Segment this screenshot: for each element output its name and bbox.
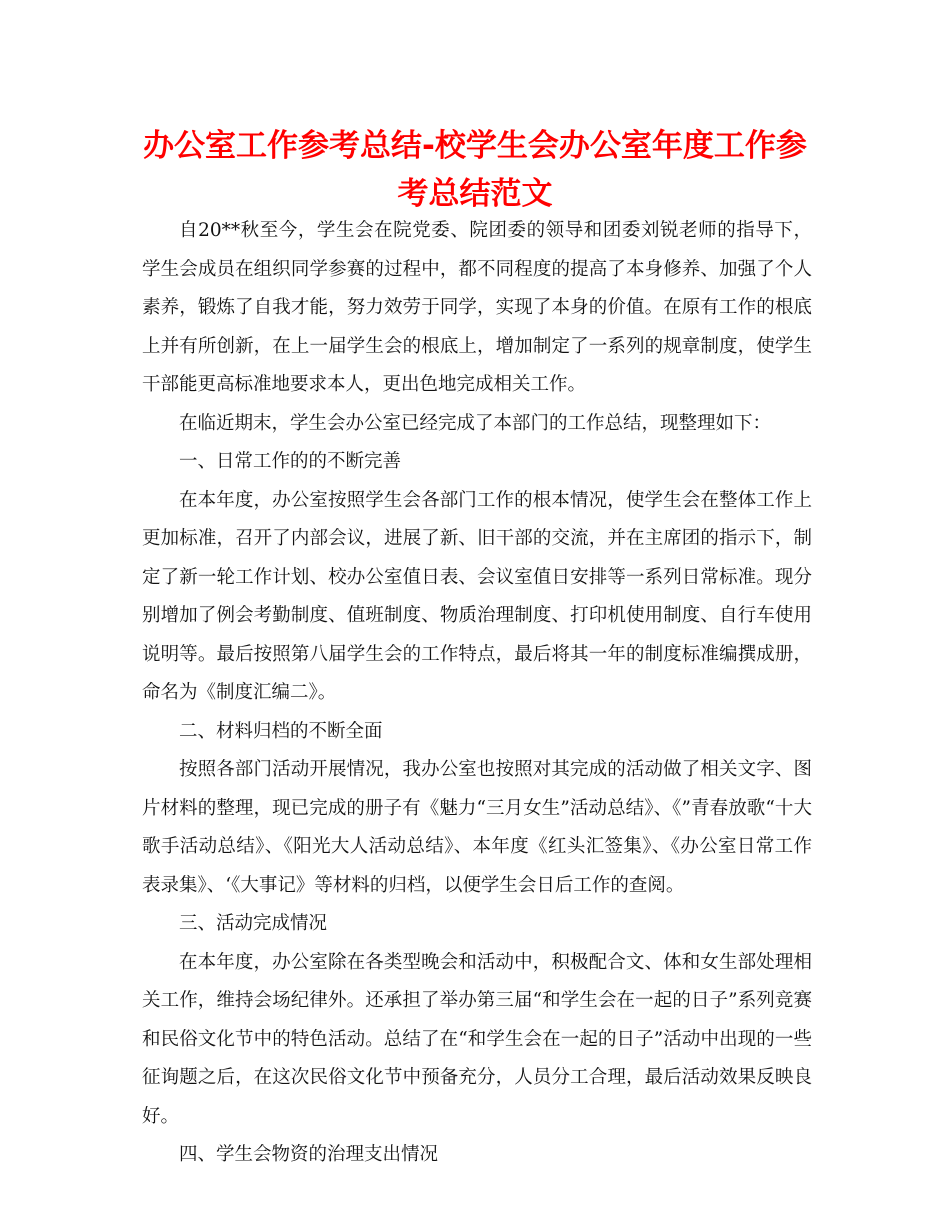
paragraph-section-3: 在本年度，办公室除在各类型晚会和活动中，积极配合文、体和女生部处理相关工作，维持会场纪律外。还承担了举办第三届“和学生会在一起的日子”系列竞赛和民俗文化节中的特色活动。总结了在“和学生会在一起的日子”活动中出现的一些征询题之后，在这次民俗文化节中预备充分，人员分工合理，最后活动效果反映良好。: [142, 951, 812, 1127]
section-heading-1: 一、日常工作的的不断完善: [179, 451, 402, 472]
section-heading-2: 二、材料归档的不断全面: [179, 720, 383, 742]
paragraph-section-1: 在本年度，办公室按照学生会各部门工作的根本情况，使学生会在整体工作上更加标准，召开了内部会议，进展了新、旧干部的交流，并在主席团的指示下，制定了新一轮工作计划、校办公室值日表、会议室值日安排等一系列日常标准。现分别增加了例会考勤制度、值班制度、物质治理制度、打印机使用制度、自行车使用说明等。最后按照第八届学生会的工作特点，最后将其一年的制度标准编撰成册，命名为《制度汇编二》。: [142, 489, 812, 703]
paragraph-summary-lead: 在临近期末，学生会办公室已经完成了本部门的工作总结，现整理如下：: [179, 412, 772, 434]
section-heading-4: 四、学生会物资的治理支出情况: [179, 1144, 439, 1165]
paragraph-intro: 自20**秋至今，学生会在院党委、院团委的领导和团委刘锐老师的指导下，学生会成员在组织同学参赛的过程中，都不同程度的提高了本身修养、加强了个人素养，锻炼了自我才能，努力效劳于同学，实现了本身的价值。在原有工作的根底上并有所创新，在上一届学生会的根底上，增加制定了一系列的规章制度，使学生干部能更高标准地要求本人，更出色地完成相关工作。: [142, 220, 812, 395]
document-title: 办公室工作参考总结-校学生会办公室年度工作参考总结范文: [143, 128, 807, 212]
document-body: [142, 212, 812, 1175]
section-heading-3: 三、活动完成情况: [179, 913, 328, 934]
paragraph-section-2: 按照各部门活动开展情况，我办公室也按照对其完成的活动做了相关文字、图片材料的整理，现已完成的册子有《魅力“三月女生”活动总结》、《”青春放歌“十大歌手活动总结》、《阳光大人活动总结》、本年度《红头汇签集》、《办公室日常工作表录集》、‘《大事记》等材料的归档，以便学生会日后工作的查阅。: [142, 759, 812, 896]
